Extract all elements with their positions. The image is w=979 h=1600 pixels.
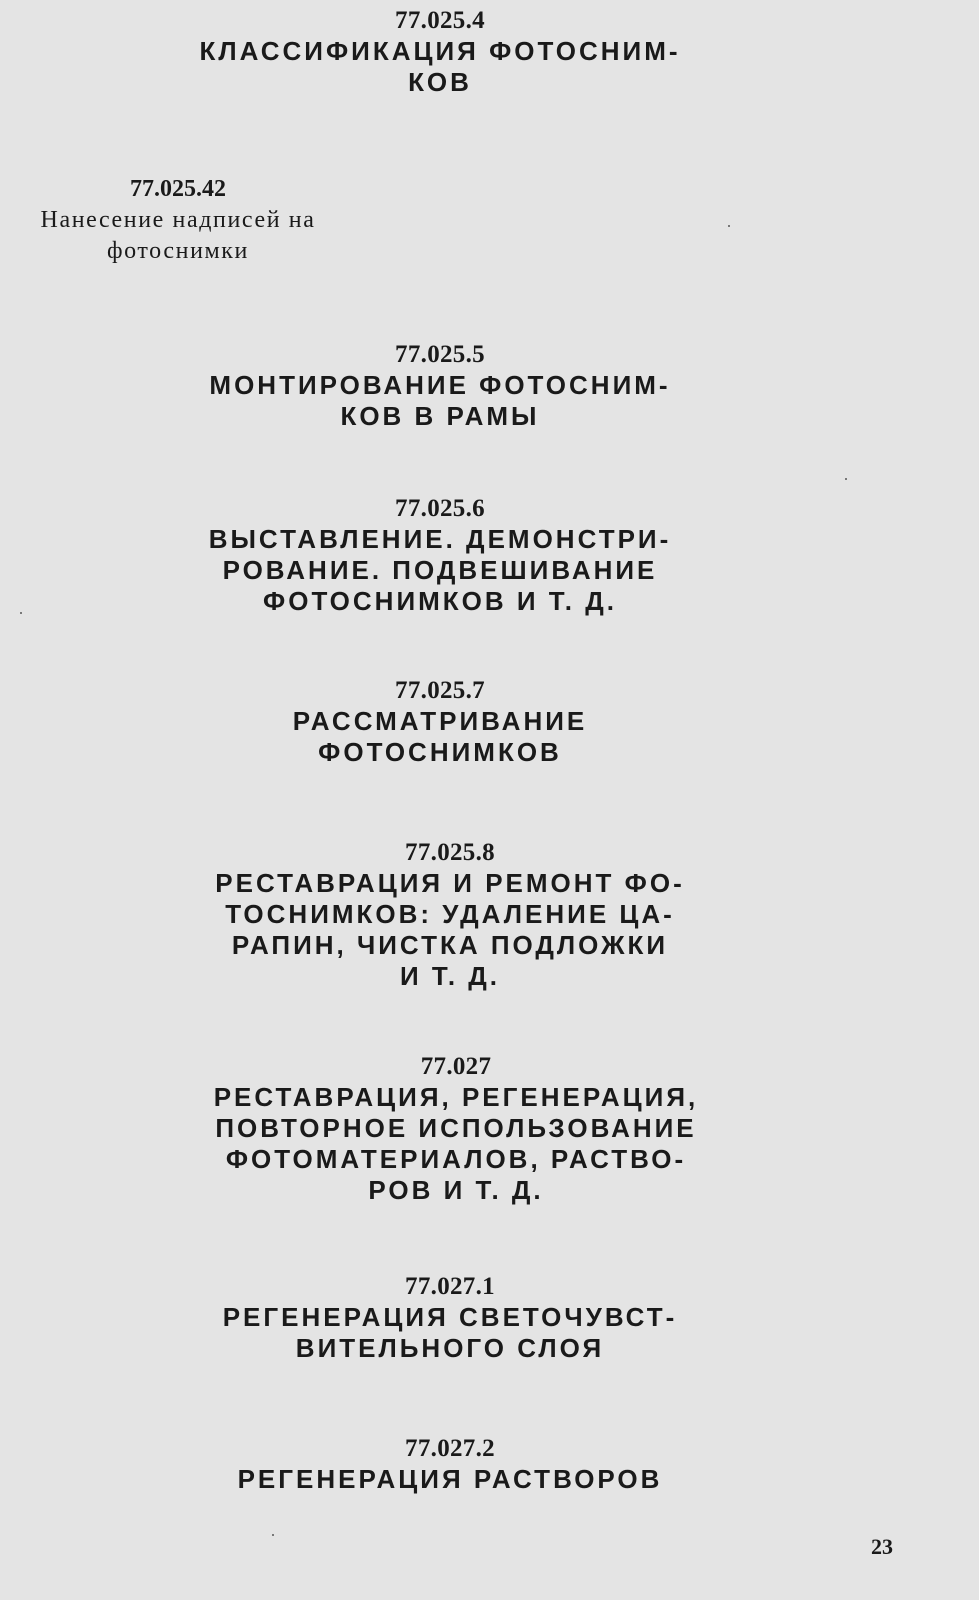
entry-77-025-8 xyxy=(180,838,720,992)
entry-code: 77.027 xyxy=(420,1053,492,1080)
heading-line: ФОТОСНИМКОВ xyxy=(318,737,562,767)
heading-line: РАПИН, ЧИСТКА ПОДЛОЖКИ xyxy=(231,930,669,960)
scan-speck xyxy=(845,478,847,480)
entry-code: 77.025.6 xyxy=(395,495,485,522)
entry-77-025-4 xyxy=(180,6,700,98)
entry-heading xyxy=(180,1464,720,1495)
heading-line: ТОСНИМКОВ: УДАЛЕНИЕ ЦА- xyxy=(225,899,675,929)
entry-description xyxy=(8,205,348,267)
entry-code: 77.027.2 xyxy=(405,1435,495,1462)
entry-code: 77.025.8 xyxy=(405,839,495,866)
entry-heading xyxy=(180,524,700,617)
page-number: 23 xyxy=(871,1534,893,1559)
heading-line: РЕСТАВРАЦИЯ, РЕГЕНЕРАЦИЯ, xyxy=(213,1082,699,1112)
heading-line: КОВ В РАМЫ xyxy=(340,401,540,431)
scan-speck xyxy=(272,1534,274,1536)
heading-line: ВЫСТАВЛЕНИЕ. ДЕМОНСТРИ- xyxy=(208,524,672,554)
entry-heading xyxy=(176,1082,736,1206)
scan-speck xyxy=(728,225,730,227)
entry-code: 77.025.5 xyxy=(395,341,485,368)
entry-77-025-7 xyxy=(180,676,700,768)
entry-77-025-5 xyxy=(180,340,700,432)
heading-line: РОВАНИЕ. ПОДВЕШИВАНИЕ xyxy=(222,555,658,585)
heading-line: РАССМАТРИВАНИЕ xyxy=(292,706,588,736)
scan-speck xyxy=(20,612,22,614)
heading-line: ФОТОСНИМКОВ И Т. Д. xyxy=(263,586,617,616)
entry-77-027-2 xyxy=(180,1434,720,1495)
entry-77-027 xyxy=(176,1052,736,1206)
entry-heading xyxy=(180,36,700,98)
heading-line: РЕГЕНЕРАЦИЯ РАСТВОРОВ xyxy=(237,1464,663,1494)
heading-line: РЕГЕНЕРАЦИЯ СВЕТОЧУВСТ- xyxy=(222,1302,678,1332)
entry-heading xyxy=(180,706,700,768)
heading-line: КОВ xyxy=(408,67,472,97)
entry-77-025-42 xyxy=(8,174,348,267)
entry-code: 77.025.7 xyxy=(395,677,485,704)
heading-line: МОНТИРОВАНИЕ ФОТОСНИМ- xyxy=(209,370,671,400)
entry-heading xyxy=(180,868,720,992)
entry-code: 77.027.1 xyxy=(405,1273,495,1300)
heading-line: КЛАССИФИКАЦИЯ ФОТОСНИМ- xyxy=(199,36,681,66)
heading-line: РОВ И Т. Д. xyxy=(368,1175,544,1205)
heading-line: ФОТОМАТЕРИАЛОВ, РАСТВО- xyxy=(225,1144,687,1174)
entry-77-027-1 xyxy=(180,1272,720,1364)
description-line: Нанесение надписей на xyxy=(40,207,316,233)
entry-heading xyxy=(180,1302,720,1364)
heading-line: РЕСТАВРАЦИЯ И РЕМОНТ ФО- xyxy=(215,868,685,898)
entry-code: 77.025.42 xyxy=(130,176,226,202)
entry-heading xyxy=(180,370,700,432)
heading-line: И Т. Д. xyxy=(399,961,501,991)
heading-line: ПОВТОРНОЕ ИСПОЛЬЗОВАНИЕ xyxy=(215,1113,697,1143)
entry-77-025-6 xyxy=(180,494,700,617)
entry-code: 77.025.4 xyxy=(395,7,485,34)
heading-line: ВИТЕЛЬНОГО СЛОЯ xyxy=(295,1333,605,1363)
description-line: фотоснимки xyxy=(106,238,250,264)
